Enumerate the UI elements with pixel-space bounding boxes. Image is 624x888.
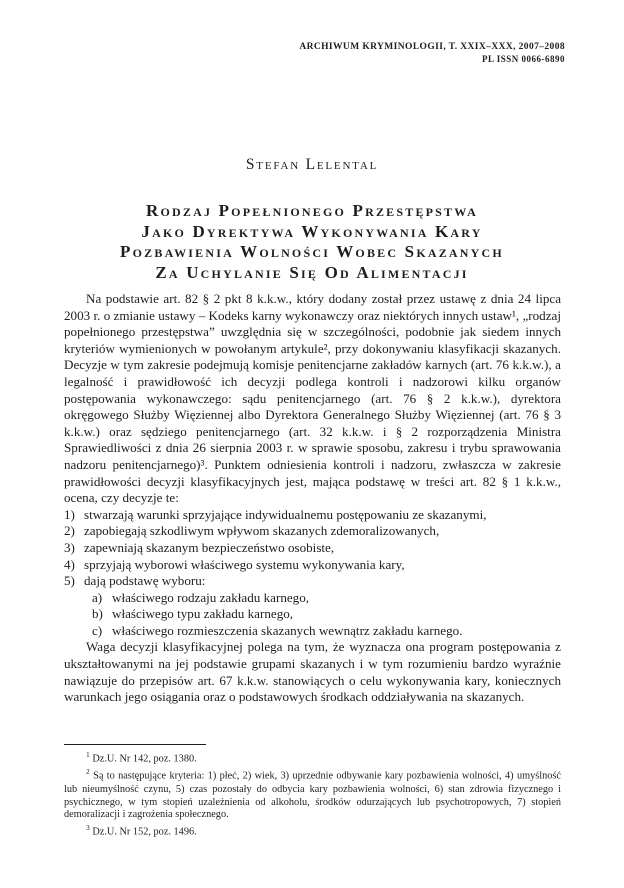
list-item-text: zapewniają skazanym bezpieczeństwo osobiste, bbox=[84, 539, 335, 555]
list-item-text: właściwego rozmieszczenia skazanych wewnątrz zakładu karnego. bbox=[112, 622, 463, 638]
list-item-label: 4) bbox=[64, 556, 75, 572]
list-item bbox=[64, 623, 561, 640]
body-text bbox=[64, 291, 561, 706]
list-item bbox=[64, 606, 561, 623]
title-line: Za Uchylanie Się Od Alimentacji bbox=[155, 262, 469, 282]
issn-line: PL ISSN 0066-6890 bbox=[481, 54, 565, 64]
list-item-label: 2) bbox=[64, 523, 75, 539]
list-item bbox=[64, 573, 561, 590]
list-item-label: b) bbox=[92, 606, 103, 622]
author-name: Stefan Lelental bbox=[245, 156, 379, 173]
list-item-text: dają podstawę wyboru: bbox=[84, 573, 206, 589]
list-item-text: zapobiegają szkodliwym wpływom skazanych zdemoralizowanych, bbox=[84, 523, 440, 539]
list-item bbox=[64, 523, 561, 540]
list-item-label: 3) bbox=[64, 539, 75, 555]
list-item-text: właściwego rodzaju zakładu karnego, bbox=[112, 589, 310, 605]
list-item bbox=[64, 540, 561, 557]
classification-list bbox=[64, 507, 561, 640]
list-item-text: właściwego typu zakładu karnego, bbox=[112, 606, 294, 622]
list-item bbox=[64, 557, 561, 574]
list-item bbox=[64, 590, 561, 607]
journal-header-line: ARCHIWUM KRYMINOLOGII, T. XXIX–XXX, 2007–2008 bbox=[299, 42, 565, 52]
article-title bbox=[40, 201, 584, 283]
list-item-text: sprzyjają wyborowi właściwego systemu wykonywania kary, bbox=[84, 556, 405, 572]
list-item-label: 1) bbox=[64, 506, 75, 522]
list-item-text: stwarzają warunki sprzyjające indywidualnemu postępowaniu ze skazanymi, bbox=[84, 506, 487, 522]
list-item-label: c) bbox=[92, 622, 103, 638]
footnote-separator bbox=[64, 744, 206, 745]
footnote: $^1$ Dz.U. Nr 142, poz. 1380. bbox=[86, 750, 197, 765]
list-item bbox=[64, 507, 561, 524]
title-line: Jako Dyrektywa Wykonywania Kary bbox=[141, 221, 483, 241]
list-item-label: a) bbox=[92, 589, 103, 605]
paragraph-2: Waga decyzji klasyfikacyjnej polega na tym, że wyznacza ona program postępowania z ukształtowanymi na jej podstawie grupami skazanych i w tym rozumieniu bardzo wyraźnie nawiązuje do przepisów art. 67 k.k.w. stanowiących o celu wykonywania kary, koniecznych warunkach jego osiągania oraz o podstawowych środkach oddziaływania na skazanych. bbox=[64, 639, 561, 705]
title-line: Rodzaj Popełnionego Przestępstwa bbox=[146, 201, 478, 220]
running-header bbox=[299, 41, 565, 65]
footnote-marker: 3 bbox=[86, 823, 90, 833]
footnote: $^3$ Dz.U. Nr 152, poz. 1496. bbox=[86, 823, 197, 838]
title-line: Pozbawienia Wolności Wobec Skazanych bbox=[120, 242, 504, 261]
footnote: $^2$ Są to następujące kryteria: 1) płeć, 2) wiek, 3) uprzednie odbywanie kary pozbawienia wolności, 4) umyślność lub nieumyślność czynu, 5) czas pozostały do odbycia kary pozbawienia wolności, 6) stan zdrowia fizycznego i psychicznego, w tym stopień uzależnienia od alkoholu, środków odurzających lub psychotropowych, 7) stopień demoralizacji i zagrożenia społecznego. bbox=[64, 767, 561, 821]
paragraph-1: Na podstawie art. 82 § 2 pkt 8 k.k.w., który dodany został przez ustawę z dnia 24 lipca 2003 r. o zmianie ustawy – Kodeks karny wykonawczy oraz niektórych innych ustaw¹, „rodzaj popełnionego przestępstwa” uwzględnia się w szczególności, podobnie jak siedem innych kryteriów wymienionych w powołanym artykule², przy dokonywaniu klasyfikacji skazanych. Decyzje w tym zakresie podejmują komisje penitencjarne zakładów karnych (art. 76 k.k.w.), a legalność i prawidłowość ich decyzji podlega kontroli i nadzorowi kilku organów postępowania wykonawczego: sądu penitencjarnego (art. 76 § 2 k.k.w.), dyrektora okręgowego Służby Więziennej albo Dyrektora Generalnego Służby Więziennej (art. 76 § 3 k.k.w.) oraz sędziego penitencjarnego (art. 32 k.k.w. i § 2 rozporządzenia Ministra Sprawiedliwości z dnia 26 sierpnia 2003 r. w sprawie sposobu, zakresu i trybu sprawowania nadzoru penitencjarnego)³. Punktem odniesienia kontroli i nadzoru, zwłaszcza w zakresie prawidłowości decyzji klasyfikacyjnych jest, mająca podstawę w treści art. 82 § 1 k.k.w., ocena, czy decyzje te: bbox=[64, 291, 561, 506]
list-item-label: 5) bbox=[64, 573, 75, 589]
footnotes bbox=[64, 749, 561, 840]
footnote-block bbox=[64, 744, 561, 840]
footnote-marker: 1 bbox=[86, 750, 90, 759]
footnote-marker: 2 bbox=[86, 767, 90, 777]
